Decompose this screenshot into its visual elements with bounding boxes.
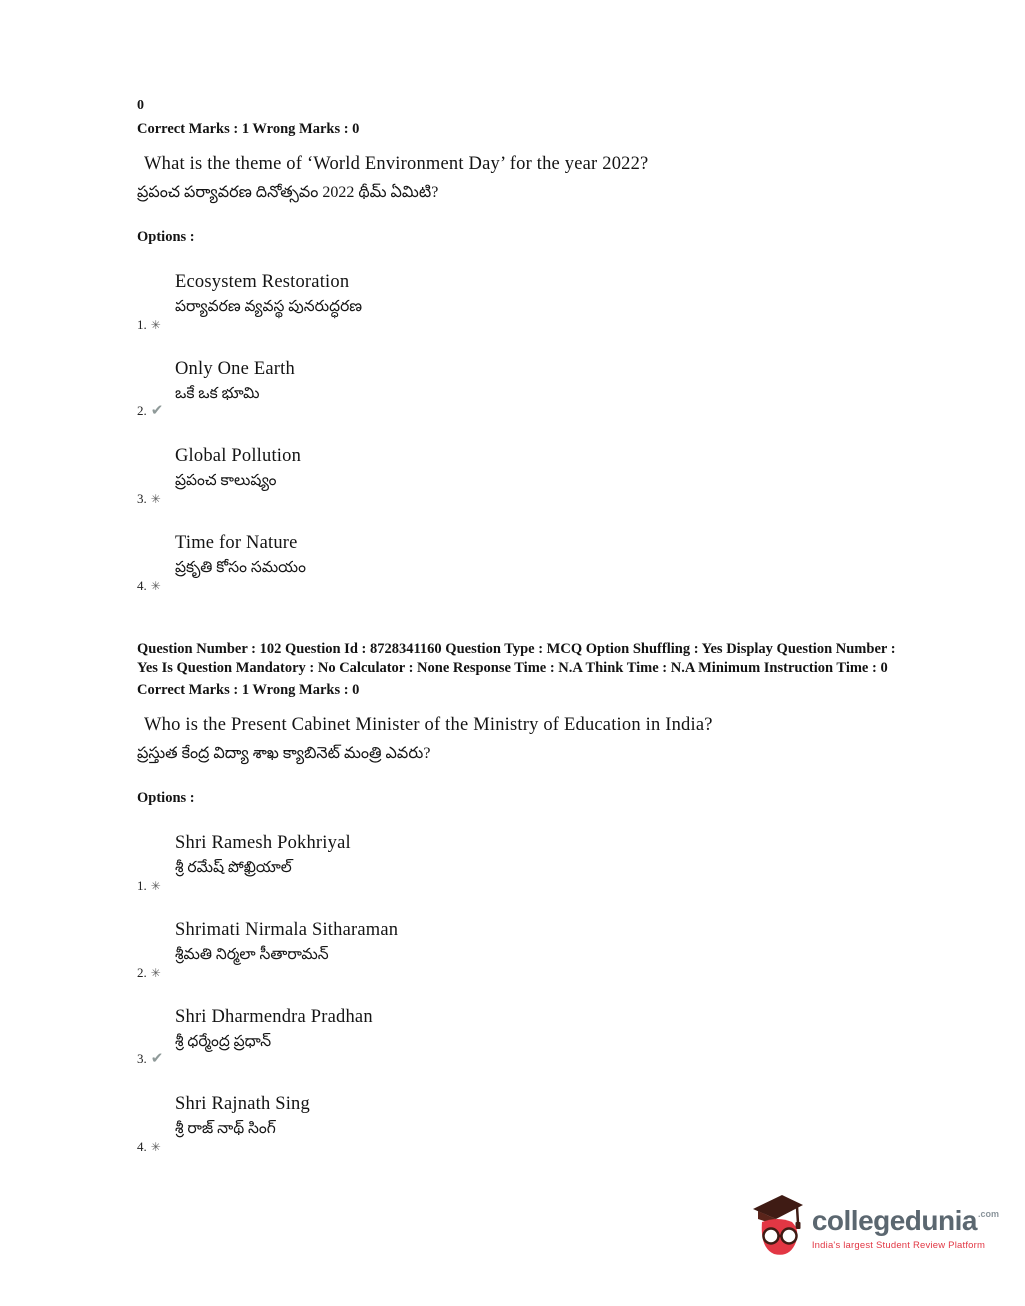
options-label-q102: Options : bbox=[137, 790, 195, 807]
option-marker bbox=[137, 965, 161, 981]
question-text-telugu-q102: ప్రస్తుత కేంద్ర విద్యా శాఖ క్యాబినెట్ మంత్రి ఎవరు? bbox=[137, 745, 431, 763]
option-number: 1. bbox=[137, 317, 147, 332]
option-row-q102-3 bbox=[137, 1007, 927, 1068]
option-text-english: Shri Ramesh Pokhriyal bbox=[175, 833, 351, 854]
option-number: 1. bbox=[137, 878, 147, 894]
option-text-english: Global Pollution bbox=[175, 446, 302, 466]
option-number: 4. bbox=[137, 578, 147, 593]
marks-line-q101: Correct Marks : 1 Wrong Marks : 0 bbox=[137, 121, 360, 137]
brand-name: collegedunia bbox=[811, 1204, 977, 1236]
collegedunia-logo-text bbox=[812, 1205, 999, 1251]
option-text-english: Ecosystem Restoration bbox=[175, 272, 350, 292]
option-text-english: Time for Nature bbox=[175, 533, 298, 553]
option-marker bbox=[137, 578, 161, 594]
option-marker bbox=[137, 1049, 163, 1068]
meta-continuation-zero: 0 bbox=[137, 98, 144, 113]
option-text-telugu: పర్యావరణ వ్యవస్థ పునరుద్ధరణ bbox=[175, 298, 363, 315]
question-meta-q102: Question Number : 102 Question Id : 8728341160 Question Type : MCQ Option Shuffling : Yes Display Question Number : Yes Is Question Mandatory : No Calculator : None Response Time : N.A Think Time : N.A Minimum Instruction Time : 0 bbox=[137, 641, 896, 677]
option-number: 2. bbox=[137, 403, 147, 418]
question-text-english-q101: What is the theme of ‘World Environment Day’ for the year 2022? bbox=[144, 154, 649, 174]
document-content bbox=[137, 98, 927, 1155]
options-label-q101: Options : bbox=[137, 229, 195, 245]
option-row-q101-2 bbox=[137, 359, 927, 420]
marks-line-q102: Correct Marks : 1 Wrong Marks : 0 bbox=[137, 682, 360, 699]
question-text-english-q102: Who is the Present Cabinet Minister of the Ministry of Education in India? bbox=[144, 715, 713, 736]
correct-answer-icon: ✔ bbox=[150, 1051, 164, 1068]
wrong-answer-icon: ✳ bbox=[150, 966, 161, 981]
option-marker bbox=[137, 317, 161, 333]
brand-tagline: India's largest Student Review Platform bbox=[811, 1239, 986, 1251]
option-text-english: Shrimati Nirmala Sitharaman bbox=[175, 920, 399, 941]
option-marker bbox=[137, 491, 161, 507]
option-number: 3. bbox=[137, 491, 147, 506]
option-text-telugu: ఒకే ఒక భూమి bbox=[175, 385, 260, 402]
option-text-telugu: శ్రీమతి నిర్మలా సీతారామన్ bbox=[175, 946, 329, 964]
option-text-english: Only One Earth bbox=[175, 359, 295, 379]
brand-suffix: .com bbox=[977, 1208, 999, 1219]
correct-answer-icon: ✔ bbox=[150, 403, 164, 419]
option-text-telugu: ప్రకృతి కోసం సమయం bbox=[175, 559, 306, 576]
collegedunia-watermark bbox=[752, 1192, 999, 1263]
collegedunia-logo-icon bbox=[752, 1192, 804, 1263]
wrong-answer-icon: ✳ bbox=[150, 1140, 161, 1155]
wrong-answer-icon: ✳ bbox=[150, 318, 161, 332]
option-number: 4. bbox=[137, 1139, 147, 1155]
option-row-q102-4 bbox=[137, 1094, 927, 1155]
option-text-english: Shri Rajnath Sing bbox=[175, 1094, 310, 1115]
option-row-q102-2 bbox=[137, 920, 927, 981]
wrong-answer-icon: ✳ bbox=[150, 492, 161, 506]
option-marker bbox=[137, 1139, 161, 1155]
option-text-telugu: శ్రీ రమేష్ పోఖ్రియాల్ bbox=[175, 859, 292, 877]
question-text-telugu-q101: ప్రపంచ పర్యావరణ దినోత్సవం 2022 థీమ్ ఏమిటి? bbox=[137, 184, 439, 201]
option-number: 2. bbox=[137, 965, 147, 981]
option-row-q101-4 bbox=[137, 533, 927, 594]
option-marker bbox=[137, 401, 163, 420]
option-text-english: Shri Dharmendra Pradhan bbox=[175, 1007, 373, 1028]
option-text-telugu: ప్రపంచ కాలుష్యం bbox=[175, 472, 277, 489]
option-row-q102-1 bbox=[137, 833, 927, 894]
wrong-answer-icon: ✳ bbox=[150, 879, 161, 894]
option-marker bbox=[137, 878, 161, 894]
option-text-telugu: శ్రీ ధర్మేంద్ర ప్రధాన్ bbox=[175, 1033, 272, 1051]
option-row-q101-3 bbox=[137, 446, 927, 507]
option-text-telugu: శ్రీ రాజ్ నాథ్ సింగ్ bbox=[175, 1120, 276, 1138]
option-number: 3. bbox=[137, 1051, 147, 1067]
option-row-q101-1 bbox=[137, 272, 927, 333]
wrong-answer-icon: ✳ bbox=[150, 579, 161, 593]
